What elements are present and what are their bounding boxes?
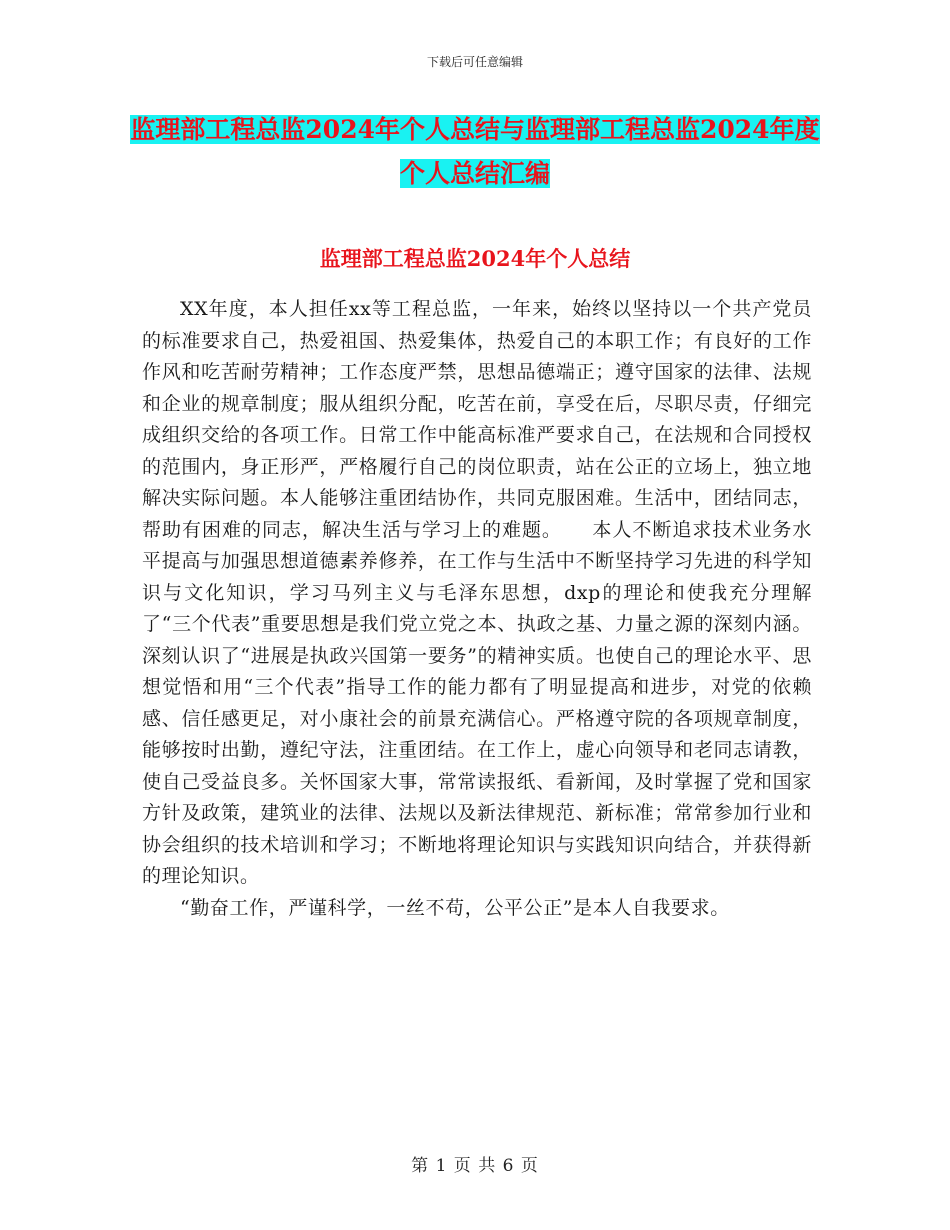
- section-title: 监理部工程总监2024年个人总结: [319, 246, 631, 271]
- document-title: [120, 108, 830, 196]
- document-body: [142, 294, 812, 924]
- page-header-note: 下载后可任意编辑: [426, 55, 523, 69]
- document-title-text: 监理部工程总监2024年个人总结与监理部工程总监2024年度个人总结汇编: [130, 115, 820, 188]
- body-paragraph: XX年度，本人担任xx等工程总监，一年来，始终以坚持以一个共产党员的标准要求自己，热爱祖国、热爱集体，热爱自己的本职工作；有良好的工作作风和吃苦耐劳精神；工作态度严禁，思想品德端正；遵守国家的法律、法规和企业的规章制度；服从组织分配，吃苦在前，享受在后，尽职尽责，仔细完成组织交给的各项工作。日常工作中能高标准严要求自己，在法规和合同授权的范围内，身正形严，严格履行自己的岗位职责，站在公正的立场上，独立地解决实际问题。本人能够注重团结协作，共同克服困难。生活中，团结同志，帮助有困难的同志，解决生活与学习上的难题。 本人不断追求技术业务水平提高与加强思想道德素养修养，在工作与生活中不断坚持学习先进的科学知识与文化知识，学习马列主义与毛泽东思想，dxp的理论和使我充分理解了“三个代表”重要思想是我们党立党之本、执政之基、力量之源的深刻内涵。深刻认识了“进展是执政兴国第一要务”的精神实质。也使自己的理论水平、思想觉悟和用“三个代表”指导工作的能力都有了明显提高和进步，对党的依赖感、信任感更足，对小康社会的前景充满信心。严格遵守院的各项规章制度，能够按时出勤，遵纪守法，注重团结。在工作上，虚心向领导和老同志请教，使自己受益良多。关怀国家大事，常常读报纸、看新闻，及时掌握了党和国家方针及政策，建筑业的法律、法规以及新法律规范、新标准；常常参加行业和协会组织的技术培训和学习；不断地将理论知识与实践知识向结合，并获得新的理论知识。: [142, 298, 812, 887]
- page-number: 第 1 页 共 6 页: [411, 1156, 539, 1176]
- body-paragraph: “勤奋工作，严谨科学，一丝不苟，公平公正”是本人自我要求。: [180, 896, 730, 919]
